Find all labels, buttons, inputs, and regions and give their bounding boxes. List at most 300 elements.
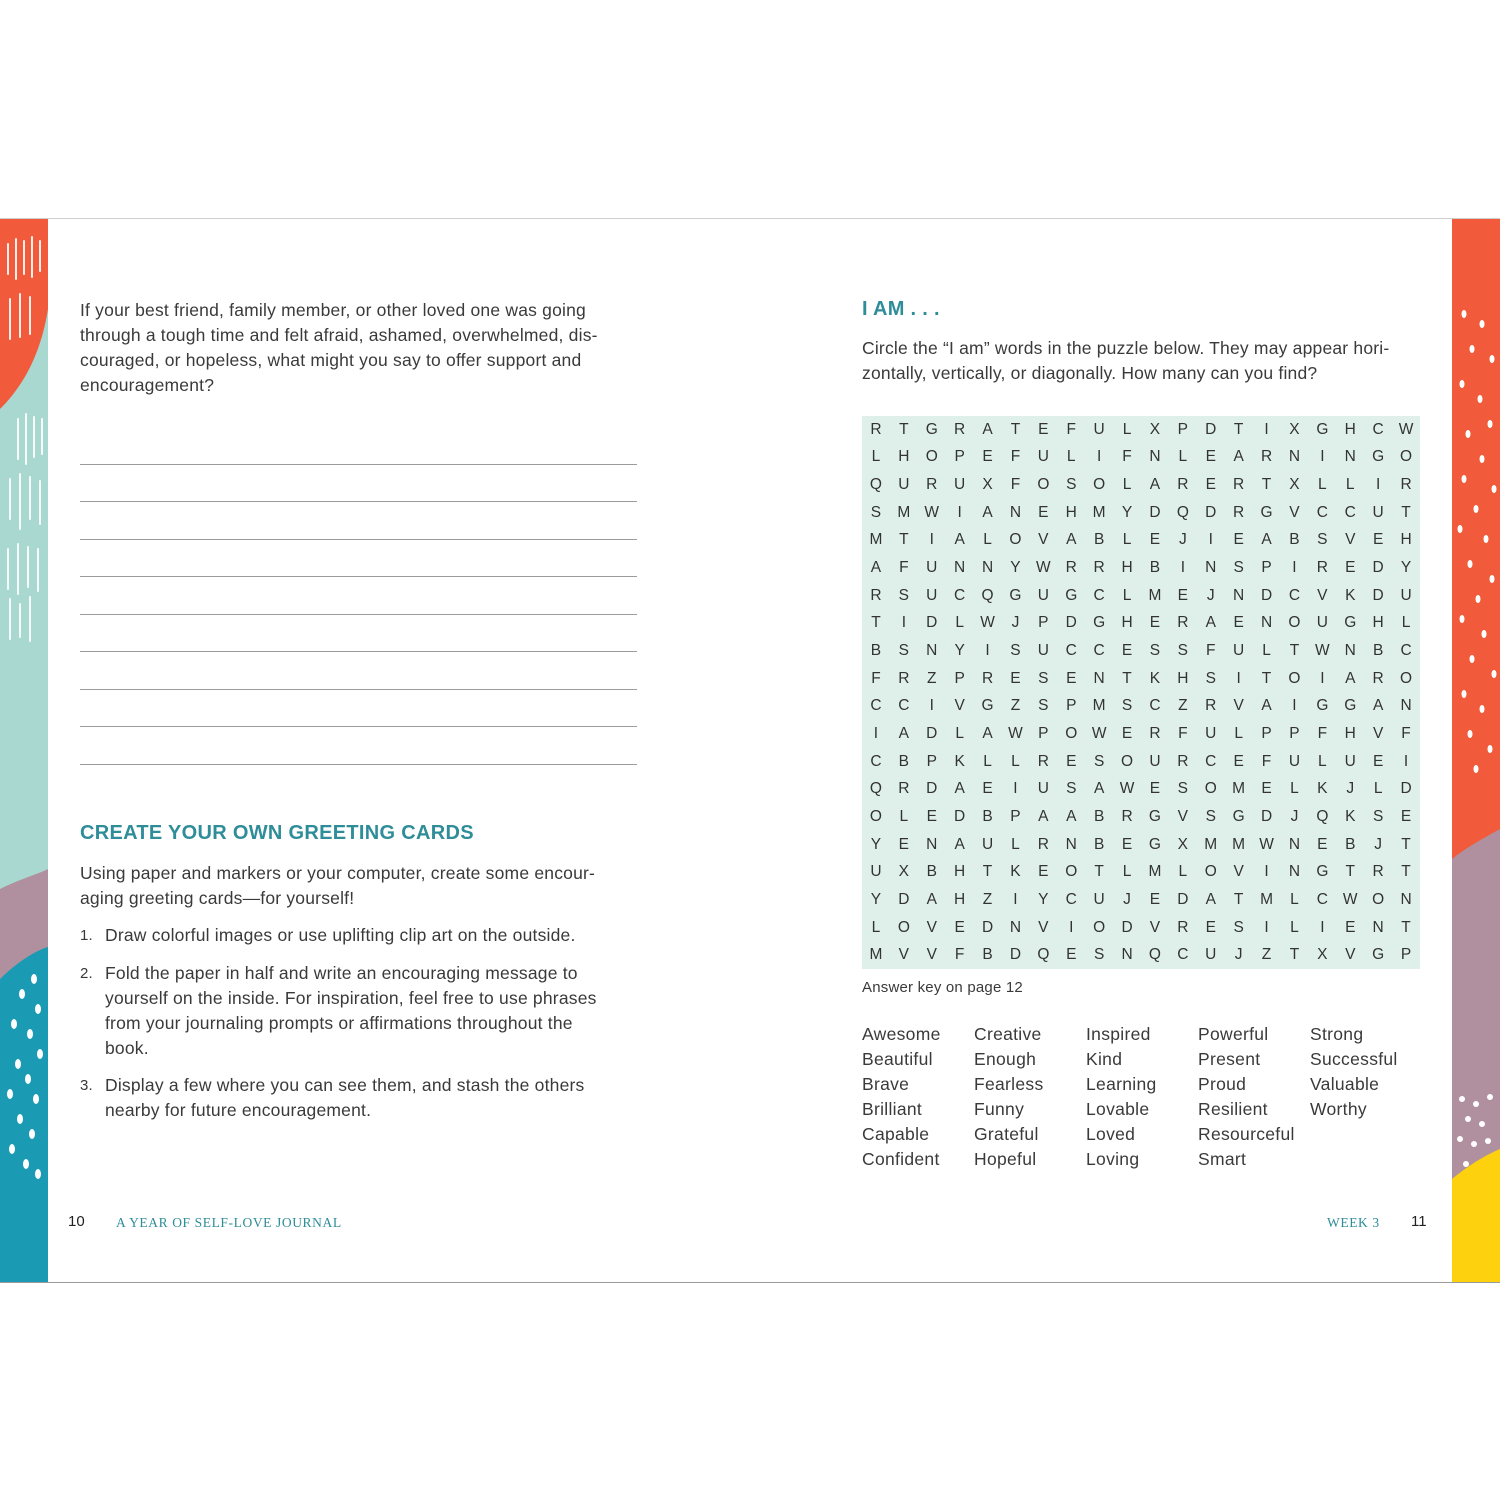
writing-line[interactable] — [80, 427, 637, 465]
grid-letter[interactable]: T — [1289, 642, 1300, 660]
grid-letter[interactable]: A — [870, 559, 882, 577]
grid-letter[interactable]: C — [1093, 586, 1105, 604]
grid-letter[interactable]: S — [1177, 642, 1189, 660]
grid-letter[interactable]: M — [1232, 835, 1246, 853]
grid-letter[interactable]: O — [1372, 890, 1385, 908]
grid-letter[interactable]: G — [1344, 614, 1357, 632]
grid-letter[interactable]: Q — [1148, 946, 1161, 964]
grid-letter[interactable]: F — [1206, 642, 1216, 660]
grid-letter[interactable]: A — [1066, 807, 1077, 825]
grid-letter[interactable]: P — [1400, 946, 1412, 964]
grid-letter[interactable]: S — [870, 503, 882, 521]
grid-letter[interactable]: E — [1400, 807, 1412, 825]
grid-letter[interactable]: L — [1011, 752, 1020, 770]
grid-letter[interactable]: R — [1233, 503, 1245, 521]
grid-letter[interactable]: E — [982, 448, 993, 466]
grid-letter[interactable]: E — [1121, 642, 1133, 660]
grid-letter[interactable]: Z — [1261, 946, 1272, 964]
grid-letter[interactable]: M — [869, 531, 883, 549]
grid-letter[interactable]: O — [1093, 918, 1106, 936]
grid-letter[interactable]: J — [1123, 890, 1131, 908]
grid-letter[interactable]: K — [1345, 586, 1356, 604]
grid-letter[interactable]: A — [1345, 669, 1356, 687]
grid-letter[interactable]: L — [1290, 918, 1299, 936]
grid-letter[interactable]: U — [1288, 752, 1301, 770]
grid-letter[interactable]: R — [981, 669, 994, 687]
grid-letter[interactable]: I — [1236, 669, 1241, 687]
grid-letter[interactable]: F — [899, 559, 909, 577]
grid-letter[interactable]: Y — [954, 642, 965, 660]
grid-letter[interactable]: B — [1093, 835, 1105, 853]
grid-letter[interactable]: C — [1205, 752, 1217, 770]
grid-letter[interactable]: C — [1065, 642, 1077, 660]
grid-letter[interactable]: U — [898, 476, 910, 494]
grid-letter[interactable]: I — [1292, 559, 1297, 577]
grid-letter[interactable]: S — [1205, 807, 1216, 825]
grid-letter[interactable]: K — [1149, 669, 1161, 687]
grid-letter[interactable]: U — [1037, 780, 1049, 798]
grid-letter[interactable]: I — [1292, 697, 1297, 715]
grid-letter[interactable]: L — [1401, 614, 1411, 632]
grid-letter[interactable]: M — [1148, 863, 1162, 881]
grid-letter[interactable]: L — [871, 448, 881, 466]
grid-letter[interactable]: Z — [982, 890, 993, 908]
grid-letter[interactable]: J — [1290, 807, 1299, 825]
grid-letter[interactable]: I — [1320, 448, 1325, 466]
grid-letter[interactable]: E — [1372, 531, 1384, 549]
grid-letter[interactable]: I — [929, 531, 934, 549]
grid-letter[interactable]: G — [925, 420, 938, 438]
grid-letter[interactable]: P — [1066, 697, 1077, 715]
grid-letter[interactable]: K — [1010, 863, 1021, 881]
grid-letter[interactable]: Y — [1400, 559, 1412, 577]
grid-letter[interactable]: T — [1233, 420, 1244, 438]
grid-letter[interactable]: E — [1261, 780, 1272, 798]
grid-letter[interactable]: C — [1316, 890, 1328, 908]
grid-letter[interactable]: Y — [1121, 503, 1133, 521]
grid-letter[interactable]: B — [1289, 531, 1300, 549]
grid-letter[interactable]: Y — [1038, 890, 1049, 908]
grid-letter[interactable]: C — [954, 586, 966, 604]
grid-letter[interactable]: S — [1121, 697, 1133, 715]
grid-letter[interactable]: I — [1375, 476, 1381, 494]
grid-letter[interactable]: G — [981, 697, 994, 715]
grid-letter[interactable]: H — [1121, 559, 1133, 577]
grid-letter[interactable]: C — [870, 697, 882, 715]
grid-letter[interactable]: E — [1345, 559, 1356, 577]
grid-letter[interactable]: L — [983, 752, 992, 770]
grid-letter[interactable]: M — [1092, 697, 1106, 715]
grid-letter[interactable]: L — [1178, 863, 1188, 881]
grid-letter[interactable]: V — [1289, 503, 1300, 521]
grid-letter[interactable]: F — [1066, 420, 1076, 438]
grid-letter[interactable]: A — [1205, 890, 1216, 908]
grid-letter[interactable]: P — [926, 752, 937, 770]
grid-letter[interactable]: G — [1316, 697, 1329, 715]
grid-letter[interactable]: L — [1011, 835, 1020, 853]
grid-letter[interactable]: L — [871, 918, 881, 936]
grid-letter[interactable]: E — [1038, 503, 1049, 521]
grid-letter[interactable]: D — [1065, 614, 1077, 632]
grid-letter[interactable]: C — [1344, 503, 1356, 521]
grid-letter[interactable]: G — [1148, 807, 1161, 825]
grid-letter[interactable]: W — [1259, 835, 1274, 853]
grid-letter[interactable]: O — [1288, 614, 1301, 632]
grid-letter[interactable]: R — [1372, 669, 1384, 687]
grid-letter[interactable]: N — [926, 835, 938, 853]
grid-letter[interactable]: I — [1403, 752, 1409, 770]
grid-letter[interactable]: E — [1205, 918, 1216, 936]
grid-letter[interactable]: T — [982, 863, 993, 881]
grid-letter[interactable]: R — [1121, 807, 1133, 825]
grid-letter[interactable]: R — [1205, 697, 1217, 715]
grid-letter[interactable]: H — [954, 890, 966, 908]
writing-line[interactable] — [80, 615, 637, 653]
grid-letter[interactable]: T — [1401, 918, 1411, 936]
grid-letter[interactable]: N — [1288, 863, 1301, 881]
grid-letter[interactable]: Y — [870, 890, 882, 908]
grid-letter[interactable]: E — [1038, 863, 1049, 881]
grid-letter[interactable]: S — [1317, 531, 1328, 549]
grid-letter[interactable]: B — [870, 642, 882, 660]
grid-letter[interactable]: A — [1149, 476, 1161, 494]
grid-letter[interactable]: L — [1290, 780, 1299, 798]
grid-letter[interactable]: B — [1093, 807, 1105, 825]
grid-letter[interactable]: L — [899, 807, 909, 825]
grid-letter[interactable]: S — [1233, 918, 1244, 936]
grid-letter[interactable]: E — [1233, 531, 1244, 549]
grid-letter[interactable]: F — [1401, 724, 1411, 742]
grid-letter[interactable]: C — [1316, 503, 1328, 521]
grid-letter[interactable]: C — [898, 697, 910, 715]
grid-letter[interactable]: H — [1121, 614, 1133, 632]
grid-letter[interactable]: V — [1345, 946, 1356, 964]
grid-letter[interactable]: U — [1093, 890, 1105, 908]
grid-letter[interactable]: C — [1177, 946, 1189, 964]
grid-letter[interactable]: H — [1372, 614, 1384, 632]
grid-letter[interactable]: Z — [927, 669, 937, 687]
grid-letter[interactable]: N — [981, 559, 994, 577]
grid-letter[interactable]: A — [1093, 780, 1105, 798]
grid-letter[interactable]: L — [1290, 890, 1299, 908]
grid-letter[interactable]: W — [1008, 724, 1023, 742]
writing-line[interactable] — [80, 652, 637, 690]
grid-letter[interactable]: U — [1205, 946, 1217, 964]
grid-letter[interactable]: T — [1289, 946, 1300, 964]
grid-letter[interactable]: D — [1177, 890, 1189, 908]
grid-letter[interactable]: R — [870, 420, 882, 438]
grid-letter[interactable]: T — [1233, 890, 1244, 908]
grid-letter[interactable]: E — [1149, 780, 1161, 798]
grid-letter[interactable]: Q — [869, 476, 882, 494]
grid-letter[interactable]: U — [981, 835, 994, 853]
grid-letter[interactable]: P — [1038, 724, 1049, 742]
grid-letter[interactable]: V — [1345, 531, 1356, 549]
grid-letter[interactable]: L — [1318, 476, 1327, 494]
grid-letter[interactable]: O — [925, 448, 938, 466]
grid-letter[interactable]: T — [1401, 503, 1411, 521]
grid-letter[interactable]: I — [1208, 531, 1213, 549]
grid-letter[interactable]: E — [1121, 835, 1133, 853]
grid-letter[interactable]: S — [1066, 476, 1077, 494]
grid-letter[interactable]: Z — [1178, 697, 1188, 715]
grid-letter[interactable]: J — [1206, 586, 1215, 604]
grid-letter[interactable]: J — [1011, 614, 1020, 632]
grid-letter[interactable]: R — [898, 669, 910, 687]
grid-letter[interactable]: D — [926, 614, 938, 632]
grid-letter[interactable]: I — [957, 503, 962, 521]
grid-letter[interactable]: P — [954, 448, 965, 466]
grid-letter[interactable]: S — [1066, 780, 1077, 798]
grid-letter[interactable]: T — [1010, 420, 1021, 438]
grid-letter[interactable]: G — [1316, 863, 1329, 881]
grid-letter[interactable]: P — [1177, 420, 1189, 438]
grid-letter[interactable]: V — [1317, 586, 1328, 604]
grid-letter[interactable]: O — [1204, 863, 1217, 881]
grid-letter[interactable]: N — [1065, 835, 1077, 853]
grid-letter[interactable]: U — [1372, 503, 1384, 521]
grid-letter[interactable]: E — [1121, 724, 1133, 742]
grid-letter[interactable]: E — [1317, 835, 1328, 853]
grid-letter[interactable]: J — [1374, 835, 1383, 853]
grid-letter[interactable]: R — [1037, 752, 1049, 770]
grid-letter[interactable]: S — [1038, 697, 1049, 715]
grid-letter[interactable]: W — [1119, 780, 1135, 798]
grid-letter[interactable]: L — [1122, 863, 1132, 881]
grid-letter[interactable]: D — [1205, 503, 1217, 521]
grid-letter[interactable]: S — [1093, 946, 1105, 964]
grid-letter[interactable]: U — [1344, 752, 1356, 770]
grid-letter[interactable]: O — [1121, 752, 1134, 770]
grid-letter[interactable]: M — [1148, 586, 1162, 604]
grid-letter[interactable]: C — [870, 752, 882, 770]
grid-letter[interactable]: T — [1261, 669, 1272, 687]
grid-letter[interactable]: B — [1372, 642, 1384, 660]
grid-letter[interactable]: V — [1372, 724, 1384, 742]
grid-letter[interactable]: O — [1204, 780, 1217, 798]
grid-letter[interactable]: N — [1344, 642, 1356, 660]
grid-letter[interactable]: O — [1065, 863, 1078, 881]
grid-letter[interactable]: E — [1010, 669, 1021, 687]
grid-letter[interactable]: D — [954, 807, 966, 825]
grid-letter[interactable]: R — [1065, 559, 1077, 577]
grid-letter[interactable]: A — [982, 503, 993, 521]
grid-letter[interactable]: E — [1233, 614, 1244, 632]
grid-letter[interactable]: L — [955, 614, 964, 632]
grid-letter[interactable]: V — [1038, 918, 1049, 936]
grid-letter[interactable]: D — [926, 780, 938, 798]
grid-letter[interactable]: C — [1065, 890, 1077, 908]
grid-letter[interactable]: I — [1264, 420, 1269, 438]
grid-letter[interactable]: A — [954, 531, 965, 549]
grid-letter[interactable]: F — [1317, 724, 1328, 742]
grid-letter[interactable]: U — [1037, 642, 1049, 660]
grid-letter[interactable]: E — [926, 807, 937, 825]
grid-letter[interactable]: S — [1010, 642, 1021, 660]
grid-letter[interactable]: A — [982, 420, 993, 438]
grid-letter[interactable]: A — [1066, 531, 1077, 549]
grid-letter[interactable]: P — [1289, 724, 1300, 742]
grid-letter[interactable]: E — [1066, 669, 1077, 687]
grid-letter[interactable]: Z — [1010, 697, 1021, 715]
grid-letter[interactable]: O — [1065, 724, 1078, 742]
grid-letter[interactable]: E — [1233, 752, 1244, 770]
grid-letter[interactable]: U — [870, 863, 882, 881]
grid-letter[interactable]: V — [898, 946, 910, 964]
grid-letter[interactable]: B — [1149, 559, 1161, 577]
grid-letter[interactable]: F — [1010, 476, 1021, 494]
grid-letter[interactable]: G — [1260, 503, 1273, 521]
grid-letter[interactable]: O — [897, 918, 910, 936]
grid-letter[interactable]: H — [1065, 503, 1077, 521]
grid-letter[interactable]: N — [1121, 946, 1133, 964]
grid-letter[interactable]: Q — [869, 780, 882, 798]
grid-letter[interactable]: X — [1177, 835, 1189, 853]
grid-letter[interactable]: C — [1400, 642, 1412, 660]
grid-letter[interactable]: T — [1401, 863, 1411, 881]
writing-line[interactable] — [80, 540, 637, 578]
grid-letter[interactable]: N — [1205, 559, 1217, 577]
grid-letter[interactable]: F — [1261, 752, 1272, 770]
grid-letter[interactable]: U — [1400, 586, 1412, 604]
grid-letter[interactable]: W — [1315, 642, 1330, 660]
grid-letter[interactable]: I — [1264, 918, 1269, 936]
grid-letter[interactable]: R — [1233, 476, 1245, 494]
grid-letter[interactable]: X — [1289, 420, 1300, 438]
grid-letter[interactable]: E — [1177, 586, 1189, 604]
grid-letter[interactable]: T — [1122, 669, 1132, 687]
grid-letter[interactable]: U — [1316, 614, 1328, 632]
grid-letter[interactable]: A — [1372, 697, 1384, 715]
grid-letter[interactable]: D — [1260, 807, 1273, 825]
grid-letter[interactable]: V — [1233, 863, 1244, 881]
grid-letter[interactable]: I — [985, 642, 990, 660]
grid-letter[interactable]: C — [1288, 586, 1301, 604]
grid-letter[interactable]: S — [898, 642, 910, 660]
grid-letter[interactable]: O — [1400, 448, 1413, 466]
word-search-grid[interactable] — [862, 416, 1420, 969]
grid-letter[interactable]: E — [1149, 531, 1161, 549]
grid-letter[interactable]: M — [869, 946, 883, 964]
grid-letter[interactable]: O — [1093, 476, 1106, 494]
grid-letter[interactable]: H — [1344, 420, 1356, 438]
grid-letter[interactable]: O — [869, 807, 882, 825]
grid-letter[interactable]: W — [924, 503, 940, 521]
grid-letter[interactable]: L — [1262, 642, 1271, 660]
grid-letter[interactable]: D — [898, 890, 910, 908]
grid-letter[interactable]: L — [1178, 448, 1188, 466]
grid-letter[interactable]: W — [980, 614, 995, 632]
grid-letter[interactable]: D — [926, 724, 938, 742]
grid-letter[interactable]: H — [898, 448, 910, 466]
grid-letter[interactable]: G — [1232, 807, 1245, 825]
grid-letter[interactable]: E — [954, 918, 965, 936]
grid-letter[interactable]: L — [1122, 476, 1132, 494]
grid-letter[interactable]: E — [982, 780, 993, 798]
grid-letter[interactable]: P — [954, 669, 965, 687]
grid-letter[interactable]: E — [898, 835, 910, 853]
grid-letter[interactable]: M — [897, 503, 911, 521]
grid-letter[interactable]: O — [1037, 476, 1050, 494]
grid-letter[interactable]: E — [1345, 918, 1356, 936]
grid-letter[interactable]: L — [1373, 780, 1383, 798]
grid-letter[interactable]: V — [1233, 697, 1244, 715]
grid-letter[interactable]: K — [954, 752, 965, 770]
grid-letter[interactable]: R — [1037, 835, 1049, 853]
grid-letter[interactable]: R — [1177, 614, 1189, 632]
grid-letter[interactable]: U — [1037, 586, 1049, 604]
grid-letter[interactable]: I — [1180, 559, 1185, 577]
grid-letter[interactable]: R — [1093, 559, 1105, 577]
grid-letter[interactable]: L — [1122, 586, 1132, 604]
grid-letter[interactable]: S — [1149, 642, 1161, 660]
grid-letter[interactable]: M — [1092, 503, 1106, 521]
grid-letter[interactable]: N — [1372, 918, 1384, 936]
grid-letter[interactable]: U — [954, 476, 966, 494]
grid-letter[interactable]: A — [954, 835, 965, 853]
grid-letter[interactable]: V — [954, 697, 965, 715]
grid-letter[interactable]: S — [1038, 669, 1049, 687]
grid-letter[interactable]: N — [926, 642, 938, 660]
grid-letter[interactable]: U — [926, 559, 938, 577]
grid-letter[interactable]: U — [1149, 752, 1161, 770]
grid-letter[interactable]: M — [1204, 835, 1218, 853]
grid-letter[interactable]: D — [1121, 918, 1133, 936]
grid-letter[interactable]: T — [1401, 835, 1411, 853]
grid-letter[interactable]: H — [1400, 531, 1412, 549]
grid-letter[interactable]: F — [871, 669, 881, 687]
grid-letter[interactable]: R — [1149, 724, 1161, 742]
grid-letter[interactable]: L — [1234, 724, 1243, 742]
grid-letter[interactable]: D — [1372, 586, 1384, 604]
grid-letter[interactable]: W — [1398, 420, 1414, 438]
grid-letter[interactable]: F — [1122, 448, 1132, 466]
grid-letter[interactable]: B — [926, 863, 937, 881]
grid-letter[interactable]: E — [1066, 946, 1077, 964]
grid-letter[interactable]: G — [1344, 697, 1357, 715]
grid-letter[interactable]: L — [955, 724, 964, 742]
grid-letter[interactable]: N — [1400, 697, 1412, 715]
writing-line[interactable] — [80, 690, 637, 728]
grid-letter[interactable]: U — [1037, 448, 1049, 466]
grid-letter[interactable]: E — [1205, 476, 1216, 494]
writing-line[interactable] — [80, 727, 637, 765]
grid-letter[interactable]: G — [1316, 420, 1329, 438]
grid-letter[interactable]: G — [1009, 586, 1022, 604]
grid-letter[interactable]: A — [898, 724, 910, 742]
grid-letter[interactable]: R — [926, 476, 938, 494]
grid-letter[interactable]: J — [1346, 780, 1355, 798]
grid-letter[interactable]: Y — [870, 835, 882, 853]
grid-letter[interactable]: T — [1094, 863, 1104, 881]
grid-letter[interactable]: K — [1345, 807, 1356, 825]
grid-letter[interactable]: G — [1372, 448, 1385, 466]
grid-letter[interactable]: J — [1234, 946, 1243, 964]
grid-letter[interactable]: A — [1261, 531, 1272, 549]
grid-letter[interactable]: X — [1317, 946, 1328, 964]
grid-letter[interactable]: K — [1317, 780, 1328, 798]
grid-letter[interactable]: G — [1065, 586, 1078, 604]
grid-letter[interactable]: D — [981, 918, 994, 936]
grid-letter[interactable]: R — [870, 586, 882, 604]
grid-letter[interactable]: N — [954, 559, 966, 577]
grid-letter[interactable]: D — [1149, 503, 1161, 521]
grid-letter[interactable]: W — [1342, 890, 1358, 908]
grid-letter[interactable]: R — [1400, 476, 1412, 494]
grid-letter[interactable]: R — [1177, 752, 1189, 770]
grid-letter[interactable]: N — [1400, 890, 1412, 908]
writing-lines[interactable] — [80, 427, 637, 765]
